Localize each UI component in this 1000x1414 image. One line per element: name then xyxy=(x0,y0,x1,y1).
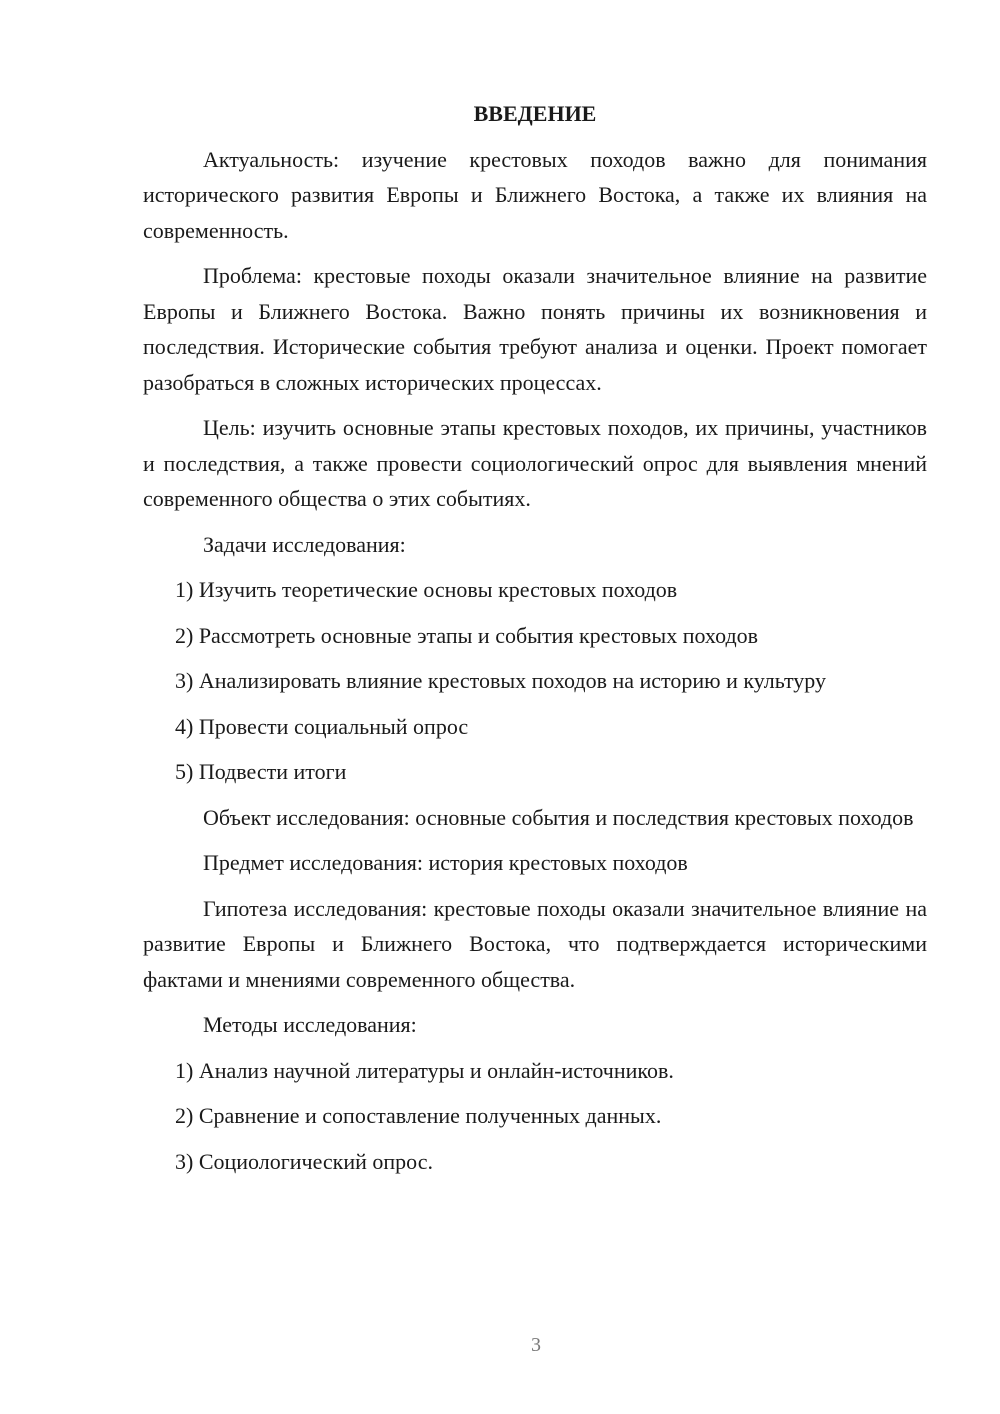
tasks-list xyxy=(143,572,927,790)
subject-paragraph: Предмет исследования: история крестовых походов xyxy=(203,850,688,875)
object-paragraph: Объект исследования: основные события и последствия крестовых походов xyxy=(203,804,914,830)
list-item: 3) Анализировать влияние крестовых походов на историю и культуру xyxy=(175,668,826,693)
list-item: 2) Сравнение и сопоставление полученных данных. xyxy=(175,1103,662,1128)
tasks-heading: Задачи исследования: xyxy=(203,531,406,557)
methods-heading: Методы исследования: xyxy=(203,1012,417,1037)
page-content xyxy=(143,96,927,1189)
page-title: ВВЕДЕНИЕ xyxy=(473,101,597,126)
list-item: 1) Изучить теоретические основы крестовых походов xyxy=(175,577,678,602)
hypothesis-paragraph: Гипотеза исследования: крестовые походы оказали значительное влияние на развитие Европы и Ближнего Востока, что подтверждается историческими фактами и мнениями современного общества. xyxy=(143,895,927,992)
relevance-paragraph: Актуальность: изучение крестовых походов важно для понимания исторического развития Европы и Ближнего Востока, а также их влияния на современность. xyxy=(143,146,927,243)
list-item: 5) Подвести итоги xyxy=(175,759,347,784)
goal-paragraph: Цель: изучить основные этапы крестовых походов, их причины, участников и последствия, а также провести социологический опрос для выявления мнений современного общества о этих событиях. xyxy=(143,415,927,511)
list-item: 4) Провести социальный опрос xyxy=(175,713,469,739)
list-item: 1) Анализ научной литературы и онлайн-источников. xyxy=(175,1057,674,1083)
list-item: 2) Рассмотреть основные этапы и события крестовых походов xyxy=(175,622,759,648)
page-number: 3 xyxy=(531,1334,541,1356)
list-item: 3) Социологический опрос. xyxy=(175,1148,433,1174)
problem-paragraph: Проблема: крестовые походы оказали значительное влияние на развитие Европы и Ближнего Востока. Важно понять причины их возникновения и последствия. Исторические события требуют анализа и оценки. Проект помогает разобраться в сложных исторических процессах. xyxy=(143,263,927,395)
methods-list xyxy=(143,1053,927,1180)
